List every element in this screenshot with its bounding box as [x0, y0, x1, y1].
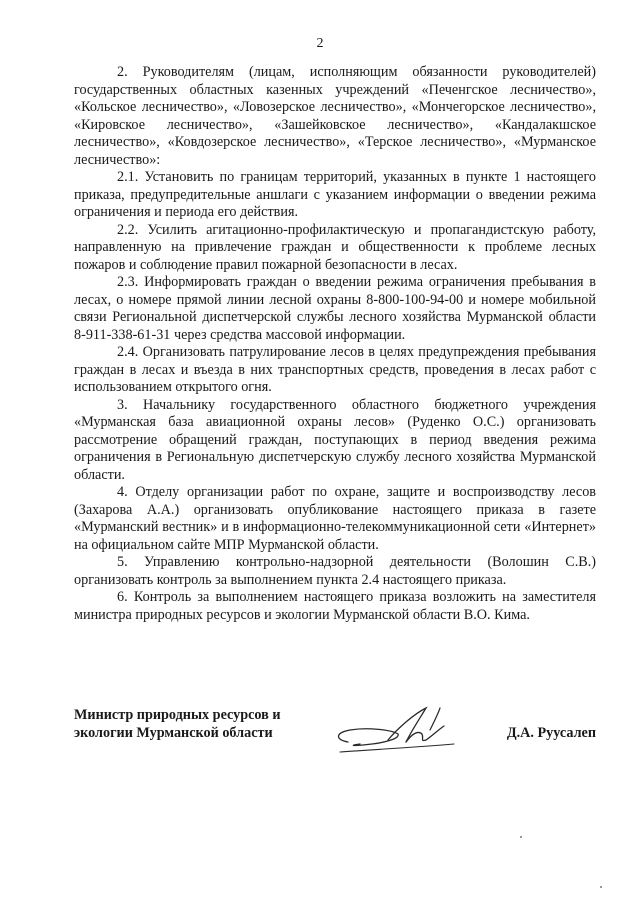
paragraph-6: 6. Контроль за выполнением настоящего приказа возложить на заместителя министра природных ресурсов и экологии Мурманской области В.О. Кима.: [74, 589, 596, 623]
page-number: 2: [316, 36, 324, 51]
paragraph-2-2: 2.2. Усилить агитационно-профилактическую и пропагандистскую работу, направленную на привлечение граждан и общественности к проблеме лесных пожаров и соблюдение правил пожарной безопасности в лесах.: [74, 221, 596, 273]
paragraph-3: 3. Начальнику государственного областного бюджетного учреждения «Мурманская база авиационной охраны лесов» (Руденко О.С.) организовать рассмотрение обращений граждан, поступающих в период введения режима ограничения в Региональную диспетчерскую службу лесного хозяйства Мурманской области.: [74, 396, 596, 483]
scan-speck: [520, 836, 522, 838]
paragraph-2-4: 2.4. Организовать патрулирование лесов в целях предупреждения пребывания граждан в лесах и въезда в них транспортных средств, проведения в лесах работ с использованием открытого огня.: [74, 344, 596, 395]
paragraph-2: 2. Руководителям (лицам, исполняющим обязанности руководителей) государственных областных казенных учреждений «Печенгское лесничество», «Кольское лесничество», «Ловозерское лесничество», «Мончегорское лесничество», «Кировское лесничество», «Зашейковское лесничество», «Кандалакшское лесничество», «Ковдозерское лесничество», «Терское лесничество», «Мурманское лесничество»:: [74, 64, 596, 168]
handwritten-signature: [326, 700, 466, 764]
signatory-position-line-2: экологии Мурманской области: [74, 725, 273, 741]
signature-block: [74, 706, 596, 776]
paragraph-5: 5. Управлению контрольно-надзорной деятельности (Волошин С.В.) организовать контроль за выполнением пункта 2.4 настоящего приказа.: [74, 554, 596, 588]
document-body: [74, 64, 596, 624]
signatory-position-line-1: Министр природных ресурсов и: [74, 707, 281, 723]
paragraph-2-1: 2.1. Установить по границам территорий, указанных в пункте 1 настоящего приказа, предупредительные аншлаги с указанием информации о введении режима ограничения и периода его действия.: [74, 169, 596, 220]
paragraph-2-3: 2.3. Информировать граждан о введении режима ограничения пребывания в лесах, о номере прямой линии лесной охраны 8-800-100-94-00 и номере мобильной связи Региональной диспетчерской службы лесного хозяйства Мурманской области 8-911-338-61-31 через средства массовой информации.: [74, 274, 596, 343]
scan-speck: [600, 886, 602, 888]
signatory-name: Д.А. Руусалеп: [506, 725, 596, 741]
paragraph-4: 4. Отделу организации работ по охране, защите и воспроизводству лесов (Захарова А.А.) организовать опубликование настоящего приказа в газете «Мурманский вестник» и в информационно-телекоммуникационной сети «Интернет» на официальном сайте МПР Мурманской области.: [74, 484, 596, 553]
signatory-position: [74, 706, 314, 742]
